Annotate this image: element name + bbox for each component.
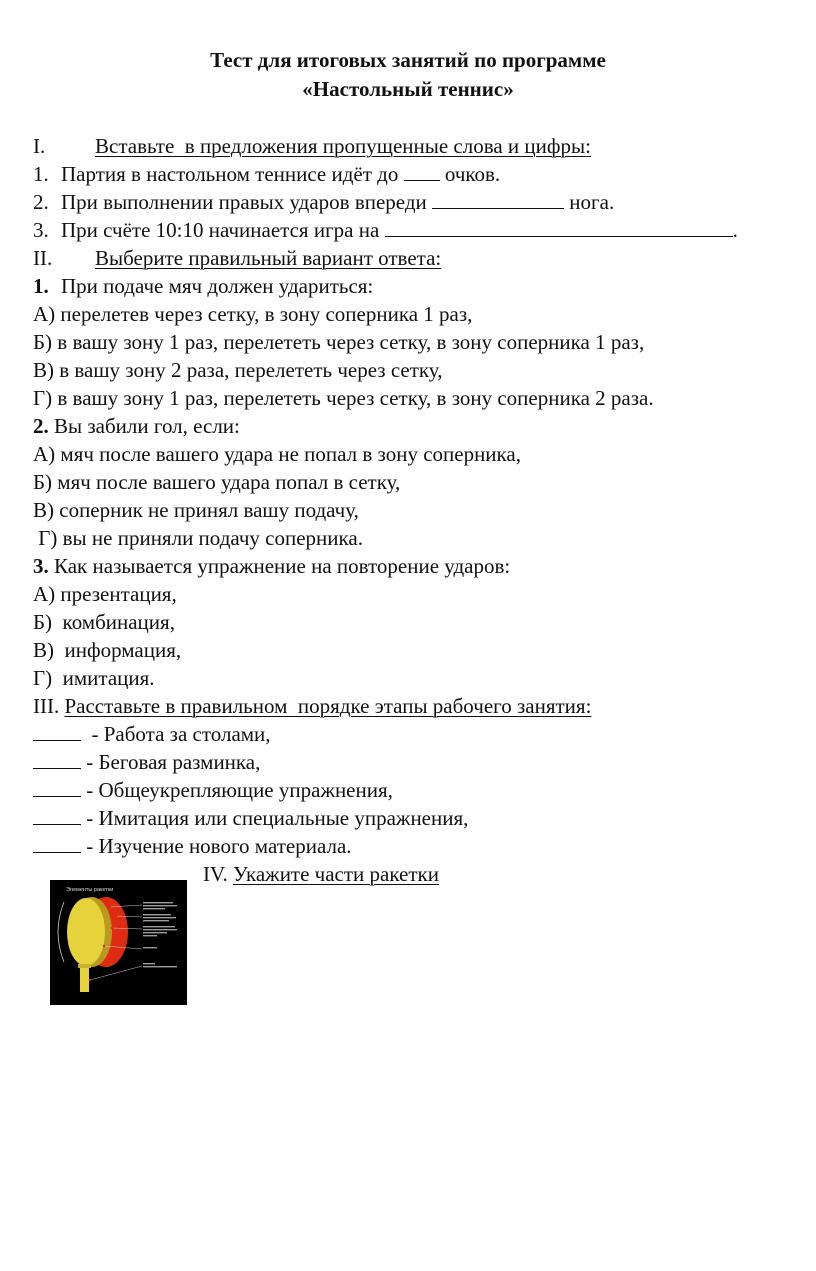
section3-item-1 xyxy=(33,720,271,748)
question-1-option-c[interactable]: В) в вашу зону 2 раза, перелететь через сетку, xyxy=(33,358,443,382)
item-number: 1. xyxy=(33,162,49,186)
question-text: При подаче мяч должен удариться: xyxy=(61,274,374,298)
item-text: При выполнении правых ударов впереди xyxy=(61,190,427,214)
section2-heading: Выберите правильный вариант ответа: xyxy=(95,246,442,270)
section2-heading-row xyxy=(33,244,441,272)
section1-item-3 xyxy=(33,216,738,244)
rubber-yellow xyxy=(67,898,105,966)
question-3-option-c[interactable]: В) информация, xyxy=(33,638,182,662)
section3-roman: III. xyxy=(33,694,60,718)
question-2-option-b[interactable]: Б) мяч после вашего удара попал в сетку, xyxy=(33,470,401,494)
item-text-after: нога. xyxy=(569,190,615,214)
document-title-line1: Тест для итоговых занятий по программе xyxy=(210,48,606,72)
section1-heading-row xyxy=(33,132,591,160)
item-text-after: очков. xyxy=(444,162,501,186)
answer-blank[interactable] xyxy=(404,162,440,181)
question-3-option-a[interactable]: А) презентация, xyxy=(33,582,177,606)
question-1 xyxy=(33,272,373,300)
item-text: При счёте 10:10 начинается игра на xyxy=(61,218,380,242)
answer-blank[interactable] xyxy=(432,190,564,209)
order-blank[interactable] xyxy=(33,834,81,853)
item-text: Партия в настольном теннисе идёт до xyxy=(61,162,399,186)
section3-item-3 xyxy=(33,776,393,804)
racket-illustration xyxy=(50,880,187,1005)
section3-item-5 xyxy=(33,832,352,860)
order-blank[interactable] xyxy=(33,806,81,825)
question-text: Вы забили гол, если: xyxy=(54,414,240,438)
order-blank[interactable] xyxy=(33,750,81,769)
question-3-option-b[interactable]: Б) комбинация, xyxy=(33,610,175,634)
section3-heading-row xyxy=(33,692,591,720)
section1-item-1 xyxy=(33,160,500,188)
section2-roman: II. xyxy=(33,246,53,270)
answer-blank[interactable] xyxy=(385,218,733,237)
section3-item-4 xyxy=(33,804,468,832)
handle-neck xyxy=(78,964,91,968)
question-1-option-b[interactable]: Б) в вашу зону 1 раз, перелететь через сетку, в зону соперника 1 раз, xyxy=(33,330,645,354)
question-2 xyxy=(33,412,240,440)
document-title-line2: «Настольный теннис» xyxy=(302,77,514,101)
section3-item-2 xyxy=(33,748,260,776)
item-text-after: . xyxy=(732,218,738,242)
question-2-option-d[interactable]: Г) вы не приняли подачу соперника. xyxy=(33,526,363,550)
image-caption: Элементы ракетки xyxy=(66,887,114,893)
question-1-option-d[interactable]: Г) в вашу зону 1 раз, перелететь через сетку, в зону соперника 2 раза. xyxy=(33,386,654,410)
order-blank[interactable] xyxy=(33,778,81,797)
section1-heading: Вставьте в предложения пропущенные слова и цифры: xyxy=(95,134,591,158)
section4-heading-row xyxy=(203,860,439,888)
question-number: 1. xyxy=(33,274,49,298)
order-blank[interactable] xyxy=(33,722,81,741)
question-2-option-c[interactable]: В) соперник не принял вашу подачу, xyxy=(33,498,359,522)
stage-text: - Беговая разминка, xyxy=(86,750,261,774)
racket-parts-image xyxy=(50,880,187,1005)
question-number: 3. xyxy=(33,554,49,578)
question-3 xyxy=(33,552,510,580)
stage-text: - Работа за столами, xyxy=(91,722,271,746)
item-number: 3. xyxy=(33,218,49,242)
handle xyxy=(80,964,89,992)
question-3-option-d[interactable]: Г) имитация. xyxy=(33,666,155,690)
stage-text: - Изучение нового материала. xyxy=(86,834,352,858)
question-2-option-a[interactable]: А) мяч после вашего удара не попал в зону соперника, xyxy=(33,442,522,466)
stage-text: - Имитация или специальные упражнения, xyxy=(86,806,469,830)
section4-roman: IV. xyxy=(203,862,228,886)
question-1-option-a[interactable]: А) перелетев через сетку, в зону соперника 1 раз, xyxy=(33,302,473,326)
section1-item-2 xyxy=(33,188,614,216)
question-number: 2. xyxy=(33,414,49,438)
item-number: 2. xyxy=(33,190,49,214)
section3-heading: Расставьте в правильном порядке этапы рабочего занятия: xyxy=(64,694,592,718)
section1-roman: I. xyxy=(33,134,46,158)
stage-text: - Общеукрепляющие упражнения, xyxy=(86,778,393,802)
question-text: Как называется упражнение на повторение ударов: xyxy=(54,554,511,578)
section4-heading: Укажите части ракетки xyxy=(232,862,439,886)
